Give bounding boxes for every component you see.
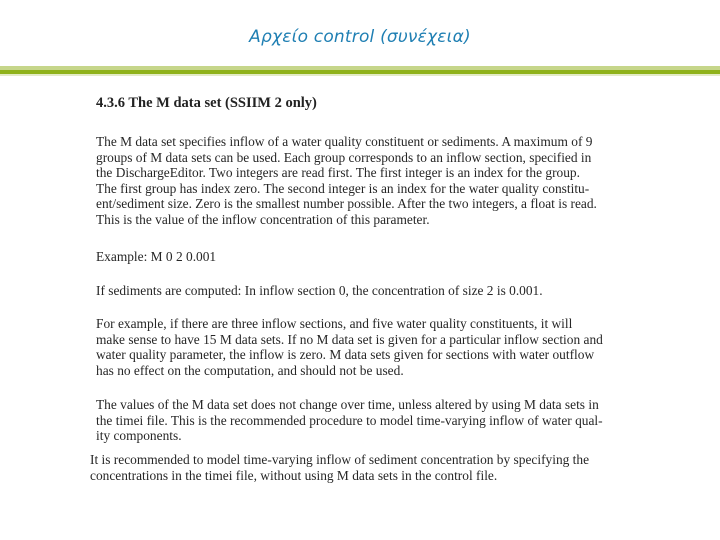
paragraph-recommended [90,452,630,483]
slide-title: Αρχείο control (συνέχεια) [249,27,471,47]
paragraph-line: ity components. [96,428,182,444]
paragraph-sediments [96,283,636,299]
sediments-line: If sediments are computed: In inflow section 0, the concentration of size 2 is 0.001. [96,283,543,298]
paragraph-line: has no effect on the computation, and should not be used. [96,362,404,378]
paragraph-for-example [96,316,636,378]
paragraph-line: concentrations in the timei file, without using M data sets in the control file. [90,467,498,483]
paragraph-line: This is the value of the inflow concentration of this parameter. [96,211,430,227]
paragraph-line: groups of M data sets can be used. Each group corresponds to an inflow section, specified in [96,149,592,165]
paragraph-line: For example, if there are three inflow sections, and five water quality constituents, it will [96,316,573,331]
section-heading: 4.3.6 The M data set (SSIIM 2 only) [96,95,317,111]
paragraph-line: The first group has index zero. The second integer is an index for the water quality constitu- [96,180,590,196]
paragraph-line: make sense to have 15 M data sets. If no M data set is given for a particular inflow section and [96,331,603,347]
example-line: Example: M 0 2 0.001 [96,249,217,264]
paragraph-values [96,397,636,444]
paragraph-line: water quality parameter, the inflow is zero. M data sets given for sections with water outflow [96,347,595,363]
paragraph-line: the timei file. This is the recommended procedure to model time-varying inflow of water qual- [96,412,603,428]
paragraph-example [96,249,636,265]
paragraph-line: ent/sediment size. Zero is the smallest number possible. After the two integers, a float is read. [96,196,597,212]
paragraph-intro [96,134,636,228]
paragraph-line: The values of the M data set does not change over time, unless altered by using M data sets in [96,397,599,412]
paragraph-line: The M data set specifies inflow of a water quality constituent or sediments. A maximum of 9 [96,134,593,149]
paragraph-line: the DischargeEditor. Two integers are read first. The first integer is an index for the group. [96,165,580,181]
paragraph-line: It is recommended to model time-varying inflow of sediment concentration by specifying the [90,452,590,467]
